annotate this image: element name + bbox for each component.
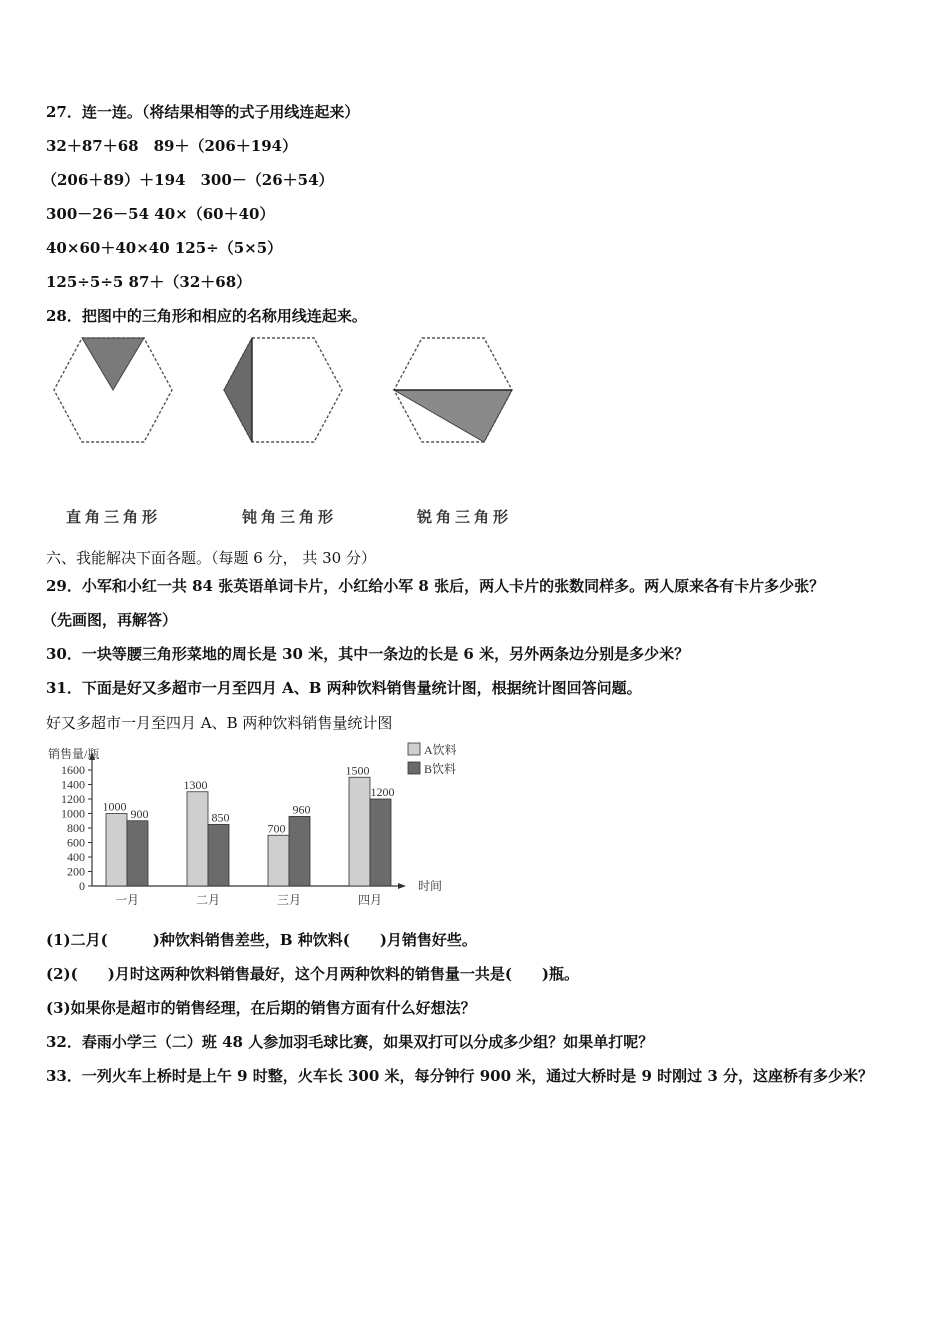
shaded-triangle [394,390,512,442]
q31-text: 31．下面是好又多超市一月至四月 A、B 两种饮料销售量统计图，根据统计图回答问题。 [46,679,642,697]
q33-text: 33．一列火车上桥时是上午 9 时整，火车长 300 米，每分钟行 900 米，通过大桥时是 9 时刚过 3 分，这座桥有多少米？ [46,1067,874,1085]
x-tick-label: 三月 [276,893,302,907]
q31-sub3: (3)如果你是超市的销售经理，在后期的销售方面有什么好想法？ [46,999,476,1017]
bar-b [370,799,391,886]
bar-value-label: 1500 [345,763,370,778]
bar-a [187,792,208,886]
y-tick-label: 1400 [61,777,85,792]
q31-sub2: (2)( )月时这两种饮料销售最好，这个月两种饮料的销售量一共是( )瓶。 [46,965,580,983]
y-tick-label: 200 [67,864,85,879]
bar-value-label: 850 [211,810,230,825]
y-tick-label: 1000 [61,806,85,821]
bar-a [106,814,127,887]
y-tick-label: 400 [67,850,85,864]
legend-label: B饮料 [424,762,457,776]
bar-value-label: 1200 [370,785,395,799]
chart-title: 好又多超市一月至四月 A、B 两种饮料销售量统计图 [46,714,393,732]
q32-text: 32．春雨小学三（二）班 48 人参加羽毛球比赛，如果双打可以分成多少组？如果单打呢？ [46,1033,654,1051]
shaded-triangle [82,338,144,390]
label-right-triangle: 直角三角形 [66,508,162,526]
x-axis-arrow [398,883,406,889]
q29-line2: （先画图，再解答） [42,611,178,629]
q27-row-2: （206＋89）＋194 300－（26＋54） [42,171,334,189]
bar-b [289,816,310,886]
bar-b [208,824,229,886]
bar-b [127,821,148,886]
label-acute-triangle: 锐角三角形 [417,508,513,526]
y-tick-label: 1600 [61,763,85,777]
q27-row-3: 300－26－54 40×（60＋40） [46,205,275,223]
section6-title: 六、我能解决下面各题。（每题 6 分， 共 30 分） [46,549,376,567]
y-tick-label: 600 [67,835,85,850]
y-tick-label: 1200 [61,792,85,806]
q29-line1: 29．小军和小红一共 84 张英语单词卡片，小红给小军 8 张后，两人卡片的张数同样多。两人原来各有卡片多少张？ [46,577,825,595]
q31-sub1: (1)二月( )种饮料销售差些，B 种饮料( )月销售好些。 [46,931,477,949]
x-axis-label: 时间 [418,879,443,893]
bar-value-label: 1300 [183,777,208,792]
q30-text: 30．一块等腰三角形菜地的周长是 30 米，其中一条边的长是 6 米，另外两条边分别是多少米？ [46,645,690,663]
x-tick-label: 二月 [195,893,221,907]
q28-title: 28．把图中的三角形和相应的名称用线连起来。 [46,307,367,325]
y-tick-label: 0 [79,879,85,893]
bar-value-label: 960 [292,802,311,817]
bar-a [349,777,370,886]
bar-value-label: 900 [130,806,149,821]
hexagon-acute-figure [50,336,176,444]
legend-swatch [408,743,420,755]
x-tick-label: 四月 [357,893,383,907]
q27-row-5: 125÷5÷5 87＋（32＋68） [46,273,252,291]
q27-row-4: 40×60＋40×40 125÷（5×5） [46,239,283,257]
bar-value-label: 1000 [102,799,127,814]
q27-title: 27．连一连。（将结果相等的式子用线连起来） [46,103,360,121]
legend-label: A饮料 [424,743,457,757]
bar-value-label: 700 [267,821,286,836]
bar-a [268,835,289,886]
q27-row-1: 32＋87＋68 89＋（206＋194） [46,137,298,155]
hexagon-right-figure [390,336,516,444]
y-axis-label: 销售量/瓶 [48,747,100,761]
y-tick-label: 800 [67,821,85,835]
shaded-triangle [224,338,252,442]
bar-chart [44,740,464,912]
legend-swatch [408,762,420,774]
hexagon-obtuse-figure [220,336,346,444]
label-obtuse-triangle: 钝角三角形 [242,508,338,526]
x-tick-label: 一月 [114,893,140,907]
